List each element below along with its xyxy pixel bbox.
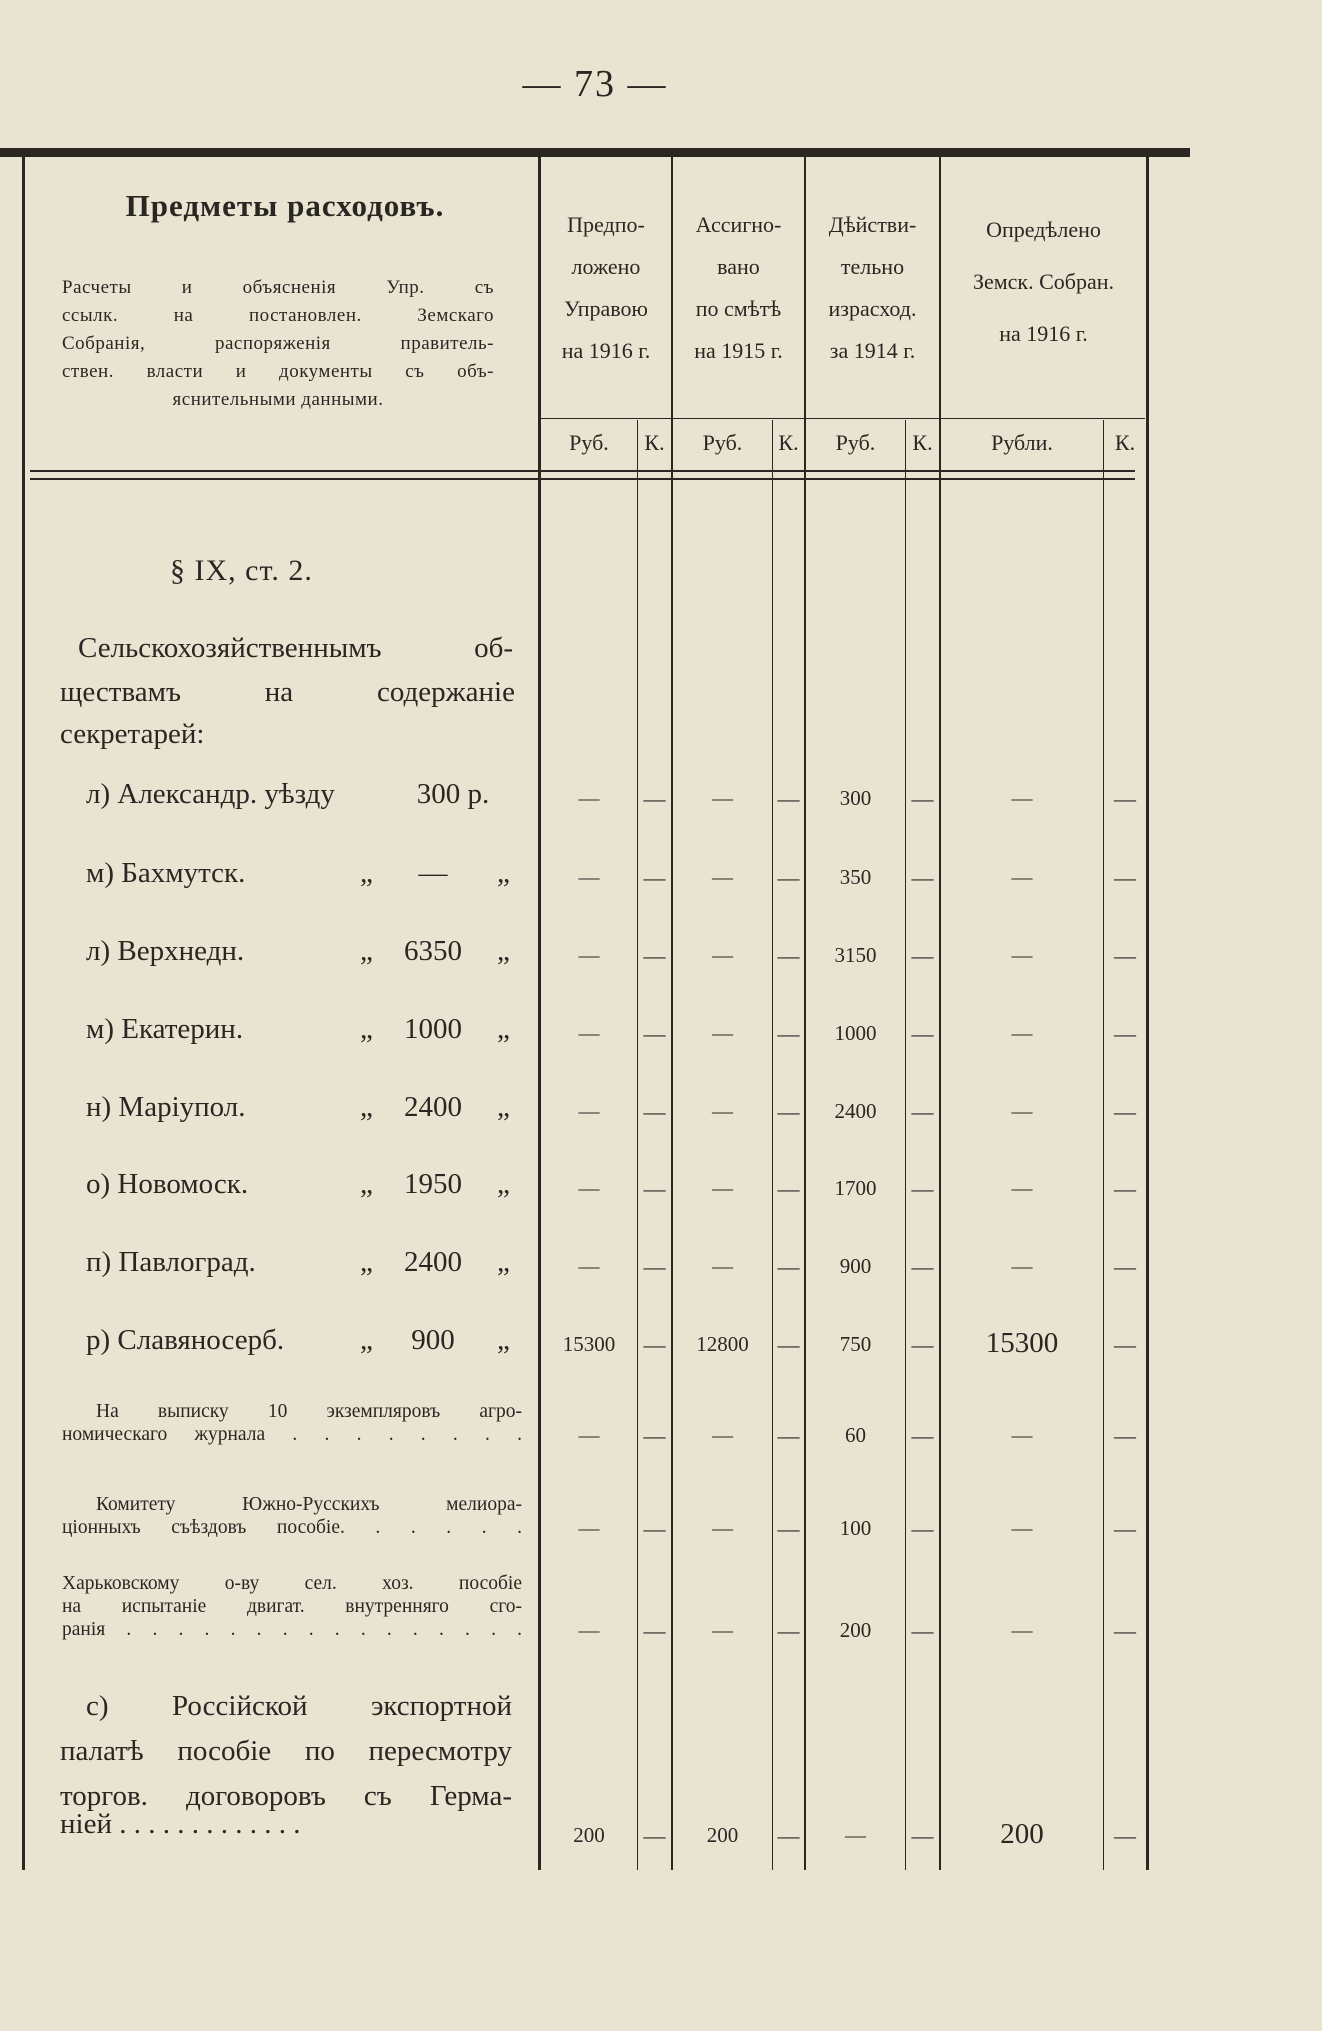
row-label: м) Бахмутск. [86, 857, 246, 889]
header-col-line: тельно [840, 254, 905, 279]
row-amount: 6350 [404, 935, 462, 967]
col-divider-2 [804, 155, 806, 1870]
row-ditto: „ [497, 1324, 510, 1356]
cell-assigned: — [712, 786, 733, 810]
cell-assigned: — [712, 1099, 733, 1123]
cell-kop: — [1114, 786, 1136, 811]
cell-kop: — [643, 1021, 666, 1046]
cell-kop: — [777, 865, 800, 890]
row-ditto: „ [360, 857, 373, 889]
cell-kop: — [777, 1823, 800, 1848]
left-border [22, 155, 25, 1870]
header-col-line: Земск. Собран. [972, 269, 1115, 294]
unit-label: К. [778, 430, 799, 455]
cell-kop: — [1114, 1823, 1136, 1848]
entry-line: палатѣ пособіе по пересмотру [60, 1735, 512, 1767]
row-ditto: „ [360, 1168, 373, 1200]
header-description-line: ствен. власти и документы съ объ- [62, 361, 494, 382]
cell-actual: — [845, 1823, 866, 1847]
cell-determined: — [1011, 1618, 1033, 1642]
intro-line: Сельскохозяйственнымъ об- [78, 632, 513, 664]
cell-determined: 15300 [985, 1327, 1059, 1359]
kop-divider-3 [905, 420, 906, 1870]
cell-proposed: — [578, 1254, 600, 1278]
header-col-line: израсход. [828, 296, 917, 321]
cell-determined: — [1011, 1254, 1033, 1278]
cell-kop: — [777, 1099, 800, 1124]
cell-proposed: — [578, 1516, 600, 1540]
unit-label: К. [912, 430, 933, 455]
header-title: Предметы расходовъ. [125, 188, 445, 223]
cell-kop: — [911, 1254, 934, 1279]
cell-assigned: — [712, 1176, 733, 1200]
cell-actual: 2400 [834, 1099, 877, 1123]
cell-kop: — [911, 1099, 934, 1124]
cell-kop: — [643, 1254, 666, 1279]
cell-kop: — [643, 1618, 666, 1643]
cell-kop: — [777, 1423, 800, 1448]
intro-line: секретарей: [60, 718, 205, 750]
cell-actual: 100 [839, 1516, 872, 1540]
cell-kop: — [777, 943, 800, 968]
row-label: л) Верхнедн. [86, 935, 245, 967]
header-col-line: ложено [571, 254, 641, 279]
cell-actual: 1000 [834, 1021, 877, 1045]
col-divider-1 [671, 155, 673, 1870]
header-description-line: Собранія, распоряженія правитель- [62, 333, 494, 354]
row-label: о) Новомоск. [86, 1168, 249, 1200]
cell-kop: — [911, 1823, 934, 1848]
cell-kop: — [911, 1332, 934, 1357]
cell-determined: — [1011, 1021, 1033, 1045]
cell-kop: — [777, 1254, 800, 1279]
cell-kop: — [777, 1021, 800, 1046]
cell-kop: — [777, 1332, 800, 1357]
cell-assigned: — [712, 1423, 733, 1447]
header-col-line: Дѣйстви- [828, 212, 917, 237]
cell-actual: 1700 [834, 1176, 877, 1200]
cell-actual: 750 [839, 1332, 872, 1356]
cell-kop: — [911, 865, 934, 890]
col-divider-3 [939, 155, 941, 1870]
cell-kop: — [777, 1176, 800, 1201]
cell-kop: — [911, 1423, 934, 1448]
header-col-line: Опредѣлено [986, 217, 1101, 242]
cell-proposed: 200 [573, 1823, 605, 1847]
cell-kop: — [1114, 1021, 1136, 1046]
cell-kop: — [1114, 1516, 1136, 1541]
cell-assigned: 12800 [696, 1332, 749, 1356]
col-divider-main [538, 155, 541, 1870]
cell-kop: — [643, 1423, 666, 1448]
header-col-line: за 1914 г. [829, 338, 916, 363]
header-col-line: на 1915 г. [694, 338, 783, 363]
cell-kop: — [643, 1516, 666, 1541]
header-description-line: Расчеты и объясненія Упр. съ [62, 277, 494, 298]
cell-proposed: — [578, 1021, 600, 1045]
header-rule-2 [30, 478, 1135, 480]
header-col-proposed [541, 204, 671, 372]
cell-assigned: — [712, 1021, 733, 1045]
cell-actual: 60 [845, 1423, 866, 1447]
cell-kop: — [643, 865, 666, 890]
cell-kop: — [1114, 1254, 1136, 1279]
cell-kop: — [777, 1618, 800, 1643]
entry-line: с) Россійской экспортной [86, 1690, 512, 1722]
header-col-line: Управою [564, 296, 648, 321]
top-rule [0, 148, 1190, 157]
row-label: л) Александр. уѣзду [86, 778, 335, 810]
unit-label: Рубли. [991, 430, 1053, 455]
row-ditto: „ [497, 935, 510, 967]
unit-label: Руб. [569, 430, 609, 455]
header-description-line: яснительными данными. [172, 389, 384, 410]
header-col-line: Предпо- [567, 212, 645, 237]
cell-kop: — [643, 786, 666, 811]
header-description-line: ссылк. на постановлен. Земскаго [62, 305, 494, 326]
header-col-determined [941, 204, 1146, 360]
cell-actual: 900 [839, 1254, 872, 1278]
cell-kop: — [1114, 1618, 1136, 1643]
cell-kop: — [643, 1823, 666, 1848]
cell-determined: — [1011, 1099, 1033, 1123]
cell-kop: — [911, 1618, 934, 1643]
cell-determined: 200 [1000, 1818, 1044, 1850]
row-ditto: „ [360, 1091, 373, 1123]
page-number: — 73 — [522, 63, 668, 105]
cell-proposed: 15300 [562, 1332, 616, 1356]
cell-actual: 3150 [834, 943, 877, 967]
row-ditto: „ [497, 1246, 510, 1278]
cell-assigned: — [712, 865, 733, 889]
cell-kop: — [911, 1021, 934, 1046]
cell-proposed: — [578, 865, 600, 889]
cell-determined: — [1011, 1176, 1033, 1200]
row-label: м) Екатерин. [86, 1013, 244, 1045]
unit-label: Руб. [702, 430, 743, 455]
cell-kop: — [911, 786, 934, 811]
cell-kop: — [643, 1099, 666, 1124]
cell-proposed: — [578, 1176, 600, 1200]
cell-actual: 200 [839, 1618, 872, 1642]
entry-line: ніей . . . . . . . . . . . . . [60, 1808, 301, 1840]
cell-kop: — [1114, 1176, 1136, 1201]
unit-label: К. [1114, 430, 1136, 455]
header-col-line: на 1916 г. [561, 338, 651, 363]
row-ditto: „ [360, 1013, 373, 1045]
cell-determined: — [1011, 943, 1033, 967]
header-col-line: вано [717, 254, 760, 279]
entry-line: Комитету Южно-Русскихъ мелиора- [96, 1494, 522, 1515]
cell-kop: — [911, 1176, 934, 1201]
entry-line: на испытаніе двигат. внутренняго сго- [62, 1596, 522, 1617]
unit-label: Руб. [835, 430, 876, 455]
cell-kop: — [911, 943, 934, 968]
row-ditto: „ [497, 1168, 510, 1200]
cell-proposed: — [578, 1423, 600, 1447]
cell-proposed: — [578, 1099, 600, 1123]
cell-proposed: — [578, 1618, 600, 1642]
header-col-line: по смѣтѣ [695, 296, 782, 321]
row-amount: 2400 [404, 1091, 462, 1123]
cell-kop: — [1114, 1099, 1136, 1124]
row-amount: 1950 [404, 1168, 462, 1200]
cell-determined: — [1011, 786, 1033, 810]
intro-line: ществамъ на содержаніе [60, 676, 515, 708]
row-ditto: „ [360, 1246, 373, 1278]
unit-rule [540, 418, 1145, 419]
header-col-line: на 1916 г. [999, 321, 1088, 346]
cell-assigned: — [712, 1516, 733, 1540]
kop-divider-2 [772, 420, 773, 1870]
cell-determined: — [1011, 865, 1033, 889]
header-rule [30, 470, 1135, 472]
entry-line: номическаго журнала . . . . . . . . [62, 1424, 522, 1445]
header-col-assigned [673, 204, 804, 372]
header-col-actual [806, 204, 939, 372]
unit-label: К. [644, 430, 665, 455]
cell-kop: — [643, 1332, 666, 1357]
row-amount: 900 [411, 1324, 455, 1356]
entry-line: торгов. договоровъ съ Герма- [60, 1780, 512, 1812]
cell-kop: — [911, 1516, 934, 1541]
row-amount: 2400 [404, 1246, 462, 1278]
row-ditto: „ [497, 1091, 510, 1123]
cell-assigned: 200 [706, 1823, 739, 1847]
cell-kop: — [777, 1516, 800, 1541]
entry-line: ранія . . . . . . . . . . . . . . . . [62, 1619, 522, 1640]
cell-kop: — [1114, 865, 1136, 890]
cell-determined: — [1011, 1516, 1033, 1540]
header-description [62, 274, 494, 414]
cell-proposed: — [578, 786, 600, 810]
entry-line: На выписку 10 экземпляровъ агро- [96, 1401, 522, 1422]
cell-kop: — [1114, 1332, 1136, 1357]
row-amount: 1000 [404, 1013, 462, 1045]
row-label: н) Маріупол. [86, 1091, 246, 1123]
entry-line: ціонныхъ съѣздовъ пособіе. . . . . . [62, 1517, 522, 1538]
cell-kop: — [777, 786, 800, 811]
row-ditto: „ [497, 857, 510, 889]
cell-kop: — [1114, 1423, 1136, 1448]
entry-line: Харьковскому о-ву сел. хоз. пособіе [62, 1573, 522, 1594]
row-label: п) Павлоград. [86, 1246, 256, 1278]
cell-actual: 300 [839, 786, 872, 810]
cell-assigned: — [712, 1254, 733, 1278]
header-col-line: Ассигно- [695, 212, 782, 237]
kop-divider-4 [1103, 420, 1104, 1870]
row-ditto: „ [360, 935, 373, 967]
cell-assigned: — [712, 1618, 733, 1642]
row-ditto: „ [497, 1013, 510, 1045]
cell-assigned: — [712, 943, 733, 967]
cell-determined: — [1011, 1423, 1033, 1447]
row-ditto: „ [360, 1324, 373, 1356]
cell-actual: 350 [839, 865, 872, 889]
cell-proposed: — [578, 943, 600, 967]
cell-kop: — [643, 943, 666, 968]
kop-divider-1 [637, 420, 638, 1870]
row-label: р) Славяносерб. [86, 1324, 285, 1356]
section-heading: § IX, ст. 2. [170, 554, 313, 587]
right-border [1146, 155, 1149, 1870]
cell-kop: — [1114, 943, 1136, 968]
row-amount: — [418, 857, 448, 889]
cell-kop: — [643, 1176, 666, 1201]
row-amount: 300 р. [416, 778, 490, 810]
